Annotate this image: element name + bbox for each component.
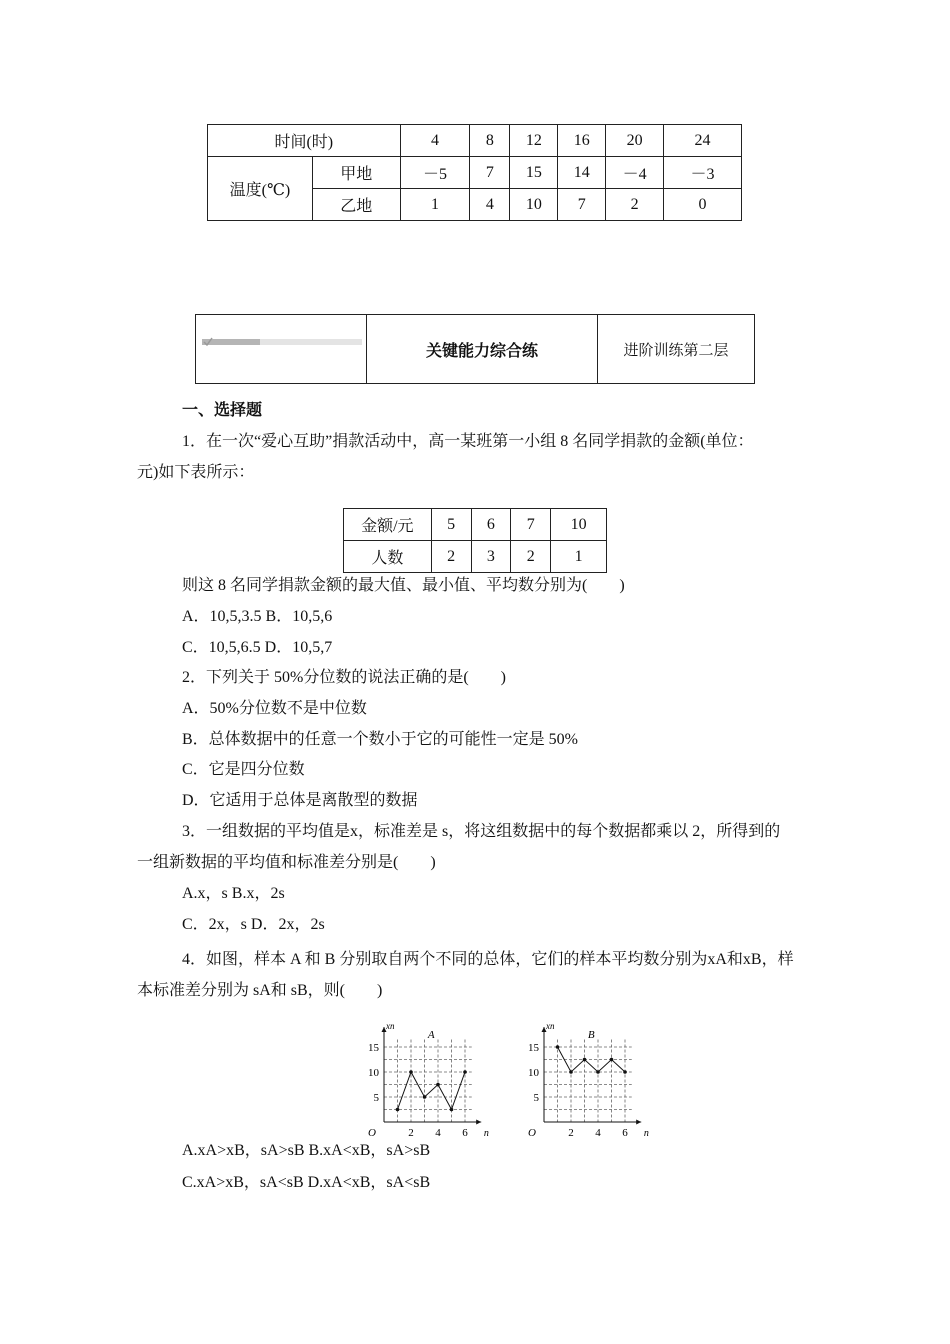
count-cell: 2	[511, 541, 551, 573]
x-axis-label: n	[483, 1128, 489, 1139]
x-tick-label: 6	[462, 1127, 468, 1139]
q2-option-a: A．50%分位数不是中位数	[182, 700, 367, 717]
q1-options-cd: C．10,5,6.5 D．10,5,7	[182, 639, 333, 656]
origin-label: O	[368, 1127, 376, 1139]
chart-sample-b	[510, 1010, 660, 1140]
data-point	[610, 1058, 614, 1062]
x-axis-label: n	[643, 1128, 649, 1139]
series-line	[398, 1072, 466, 1110]
q3-options-cd: C．2x，s D．2x，2s	[182, 916, 325, 933]
place-b-label: 乙地	[312, 189, 400, 221]
temp-b-cell: 0	[664, 189, 742, 221]
q4-stem-line1: 4．如图，样本 A 和 B 分别取自两个不同的总体，它们的样本平均数分别为xA和xB，样	[182, 951, 794, 968]
q1-stem-line2: 元)如下表所示：	[137, 464, 255, 481]
x-tick-label: 2	[408, 1127, 414, 1139]
y-tick-label: 10	[528, 1067, 539, 1079]
temp-a-cell: －5	[400, 157, 470, 189]
q1-question: 则这 8 名同学捐款金额的最大值、最小值、平均数分别为( )	[182, 577, 625, 594]
amount-cell: 10	[551, 509, 607, 541]
q2-option-c: C．它是四分位数	[182, 761, 305, 778]
banner-level: 进阶训练第二层	[598, 315, 755, 384]
x-axis-arrow	[636, 1120, 641, 1125]
data-point	[450, 1108, 454, 1112]
count-label: 人数	[344, 541, 432, 573]
temp-label: 温度(℃)	[208, 157, 313, 221]
temp-a-cell: 14	[558, 157, 606, 189]
q1-options-ab: A．10,5,3.5 B．10,5,6	[182, 608, 333, 625]
time-cell: 20	[606, 125, 664, 157]
count-cell: 3	[471, 541, 511, 573]
time-cell: 4	[400, 125, 470, 157]
time-cell: 24	[664, 125, 742, 157]
data-point	[596, 1070, 600, 1074]
q4-stem-line2: 本标准差分别为 sA和 sB，则( )	[137, 982, 383, 999]
temp-b-cell: 2	[606, 189, 664, 221]
q3-stem-line1: 3．一组数据的平均值是x，标准差是 s，将这组数据中的每个数据都乘以 2，所得到的	[182, 823, 781, 840]
donation-table	[343, 508, 607, 573]
y-tick-label: 10	[368, 1067, 379, 1079]
amount-label: 金额/元	[344, 509, 432, 541]
temp-b-cell: 1	[400, 189, 470, 221]
banner-title: 关键能力综合练	[367, 315, 598, 384]
data-point	[623, 1070, 627, 1074]
q3-stem-line2: 一组新数据的平均值和标准差分别是( )	[137, 854, 436, 871]
time-cell: 8	[470, 125, 510, 157]
temp-a-cell: －4	[606, 157, 664, 189]
data-point	[556, 1045, 560, 1049]
q3-options-ab: A.x，s B.x，2s	[182, 885, 285, 902]
chart-title: B	[587, 1029, 595, 1041]
temp-b-cell: 10	[510, 189, 558, 221]
x-tick-label: 6	[622, 1127, 628, 1139]
q4-options-ab: A.xA>xB，sA>sB B.xA<xB，sA>sB	[182, 1142, 431, 1159]
q2-option-d: D．它适用于总体是离散型的数据	[182, 792, 418, 809]
amount-cell: 5	[431, 509, 471, 541]
temp-a-cell: －3	[664, 157, 742, 189]
amount-cell: 7	[511, 509, 551, 541]
q2-option-b: B．总体数据中的任意一个数小于它的可能性一定是 50%	[182, 731, 579, 748]
data-point	[409, 1070, 413, 1074]
x-axis-arrow	[476, 1120, 481, 1125]
q1-stem-line1: 1．在一次“爱心互助”捐款活动中，高一某班第一小组 8 名同学捐款的金额(单位：	[182, 433, 754, 450]
x-tick-label: 2	[568, 1127, 574, 1139]
place-a-label: 甲地	[312, 157, 400, 189]
x-tick-label: 4	[435, 1127, 441, 1139]
data-point	[436, 1083, 440, 1087]
data-point	[569, 1070, 573, 1074]
chart-sample-a	[350, 1010, 500, 1140]
temp-b-cell: 4	[470, 189, 510, 221]
count-cell: 2	[431, 541, 471, 573]
y-tick-label: 15	[368, 1042, 379, 1054]
y-axis-label: xn	[546, 1021, 555, 1031]
temp-a-cell: 7	[470, 157, 510, 189]
time-cell: 12	[510, 125, 558, 157]
time-cell: 16	[558, 125, 606, 157]
chart-title: A	[427, 1029, 435, 1041]
origin-label: O	[528, 1127, 536, 1139]
y-tick-label: 15	[528, 1042, 539, 1054]
temp-a-cell: 15	[510, 157, 558, 189]
y-tick-label: 5	[533, 1092, 539, 1104]
q2-stem: 2．下列关于 50%分位数的说法正确的是( )	[182, 669, 506, 686]
section-heading: 一、选择题	[182, 402, 263, 419]
amount-cell: 6	[471, 509, 511, 541]
q4-options-cd: C.xA>xB，sA<sB D.xA<xB，sA<sB	[182, 1174, 431, 1191]
y-axis-label: xn	[386, 1021, 395, 1031]
y-tick-label: 5	[373, 1092, 379, 1104]
time-label: 时间(时)	[208, 125, 401, 157]
x-tick-label: 4	[595, 1127, 601, 1139]
data-point	[463, 1070, 467, 1074]
count-cell: 1	[551, 541, 607, 573]
temp-b-cell: 7	[558, 189, 606, 221]
data-point	[423, 1095, 427, 1099]
data-point	[583, 1058, 587, 1062]
question-area	[137, 0, 837, 1344]
data-point	[396, 1108, 400, 1112]
